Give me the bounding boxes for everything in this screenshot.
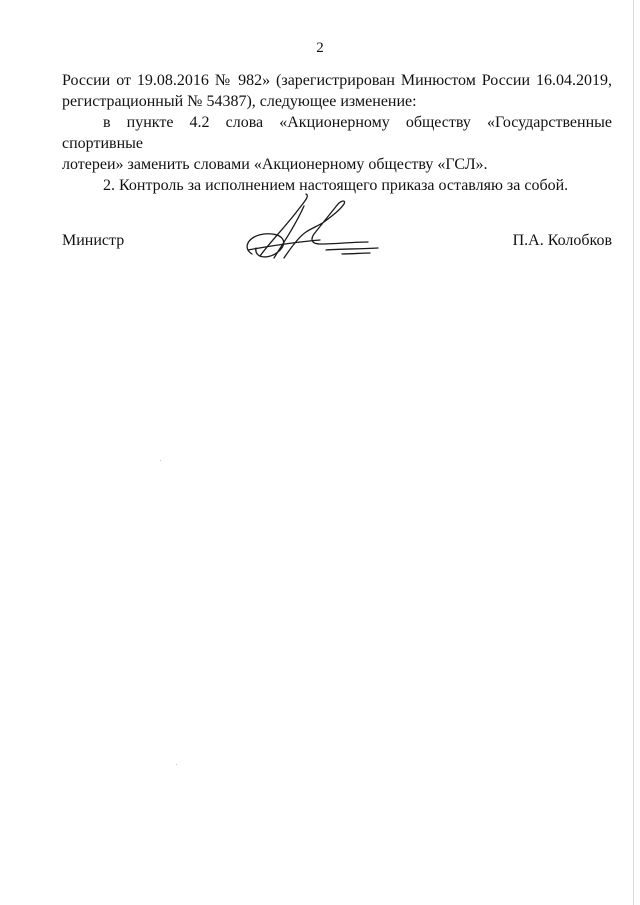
text-line: России от 19.08.2016 № 982» (зарегистрирован Минюстом России 16.04.2019, <box>62 72 612 89</box>
scan-speck <box>160 460 161 461</box>
text-line: 2. Контроль за исполнением настоящего приказа оставляю за собой. <box>103 177 569 194</box>
page-number: 2 <box>316 40 324 56</box>
scan-speck <box>176 764 177 765</box>
document-body <box>62 70 612 196</box>
paragraph-amendment-reference <box>62 70 612 112</box>
signatory-name: П.А. Колобков <box>512 232 612 249</box>
signature-block <box>62 228 612 268</box>
handwritten-signature <box>240 192 390 272</box>
scan-edge-line <box>633 0 634 905</box>
text-line: регистрационный № 54387), следующее изменение: <box>62 93 417 110</box>
text-line: в пункте 4.2 слова «Акционерному обществу «Государственные спортивные <box>62 114 612 152</box>
text-line: лотереи» заменить словами «Акционерному обществу «ГСЛ». <box>62 156 488 173</box>
paragraph-amendment-change <box>62 112 612 175</box>
signatory-title: Министр <box>62 232 125 249</box>
